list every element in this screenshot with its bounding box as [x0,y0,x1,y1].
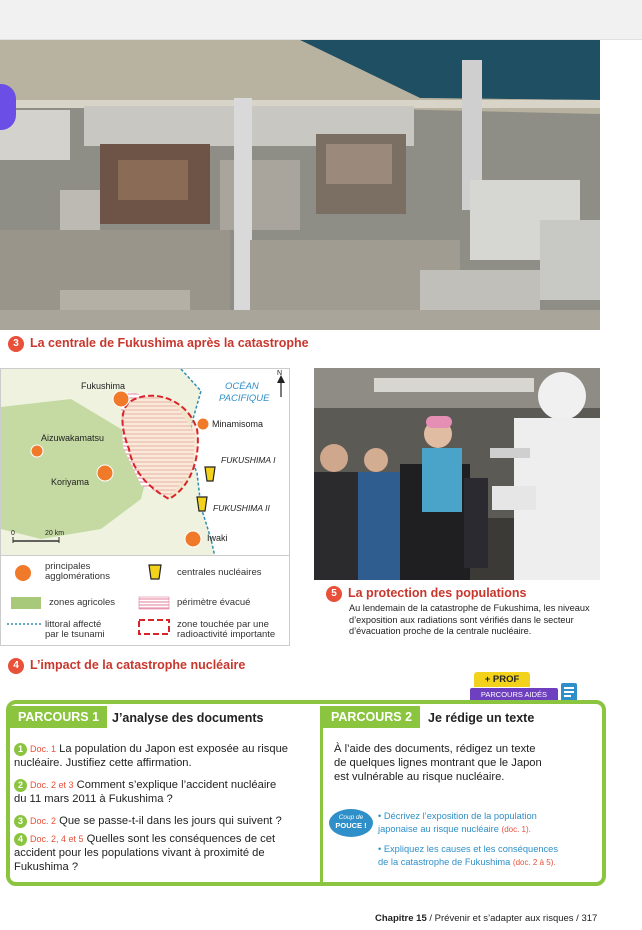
question-4-doc: Doc. 2, 4 et 5 [30,834,84,844]
parcours2-title: Je rédige un texte [424,707,542,729]
legend-evacuated-label: périmètre évacué [177,597,251,608]
question-4-number: 4 [14,833,27,846]
parcours2-line3: est vulnérable au risque nucléaire. [334,771,505,783]
prof-badge[interactable]: + PROF [474,672,530,687]
page-footer [375,913,597,924]
coup-de-pouce-line2: POUCE ! [335,821,367,830]
coup-de-pouce-badge [328,808,374,838]
doc3-caption-title: La centrale de Fukushima après la catastrophe [30,336,309,350]
tip-1-line1: • Décrivez l’exposition de la population [378,811,537,821]
map-label-fukushima: Fukushima [81,381,126,391]
impact-map [0,368,290,556]
parcours2-line1: À l’aide des documents, rédigez un texte [334,743,536,755]
question-4-text: Quelles sont les conséquences de cet [83,833,276,845]
legend-agglomerations-line1: principales [45,561,91,572]
doc3-number: 3 [8,336,24,352]
legend-radioactivity-line1: zone touchée par une [177,619,269,630]
question-2 [14,778,318,806]
legend-agricultural-symbol [11,597,41,609]
population-protection-photo [314,368,600,580]
question-4-line2: accident pour les populations vivant à proximité de [14,847,265,859]
map-label-koriyama: Koriyama [51,477,90,487]
parcours2-line2: de quelques lignes montrant que le Japon [334,757,542,769]
question-2-number: 2 [14,779,27,792]
map-label-aizuwakamatsu: Aizuwakamatsu [41,433,105,443]
legend-agglomerations-line2: agglomérations [45,571,110,582]
parcours1-tab: PARCOURS 1 [10,706,107,728]
footer-chapter: Chapitre 15 [375,913,427,924]
question-3-doc: Doc. 2 [30,816,57,826]
question-1-line2: nucléaire. Justifiez cette affirmation. [14,757,192,769]
legend-radioactivity-line2: radioactivité importante [177,629,276,640]
footer-rest: / Prévenir et s’adapter aux risques / 317 [426,913,598,924]
doc3-caption [8,334,309,352]
map-ocean-line2: PACIFIQUE [219,393,270,404]
map-label-iwaki: Iwaki [207,533,228,543]
map-label-fukushima-1: FUKUSHIMA I [221,455,276,465]
legend-agglomerations-label [45,562,110,582]
legend-radioactivity-label [177,620,275,640]
legend-plants-label: centrales nucléaires [177,567,262,578]
tip-1 [378,810,602,836]
question-2-line2: du 11 mars 2011 à Fukushima ? [14,793,173,805]
map-label-minamisoma: Minamisoma [212,419,264,429]
question-3 [14,814,318,828]
question-3-text: Que se passe-t-il dans les jours qui suivent ? [56,815,282,827]
tip-2-line2: de la catastrophe de Fukushima [378,856,511,867]
doc4-number: 4 [8,658,24,674]
tip-2-line1: • Expliquez les causes et les conséquences [378,844,559,854]
doc4-caption [8,656,245,674]
doc4-caption-title: L’impact de la catastrophe nucléaire [30,658,246,672]
parcours2-tab: PARCOURS 2 [323,706,420,728]
question-2-doc: Doc. 2 et 3 [30,780,74,790]
doc5-caption [326,584,526,602]
question-3-number: 3 [14,815,27,828]
legend-evacuated-symbol [139,597,169,609]
parcours1-title: J’analyse des documents [108,707,271,729]
map-ocean-line1: OCÉAN [225,381,259,392]
tip-2-ref: (doc. 2 à 5). [512,857,556,867]
legend-plant-symbol [149,565,161,579]
question-1-doc: Doc. 1 [30,744,57,754]
doc5-caption-title: La protection des populations [348,586,527,600]
legend-agricultural-label: zones agricoles [49,597,116,608]
doc5-description: Au lendemain de la catastrophe de Fukushima, les niveaux d’exposition aux radiations sont vérifiés dans le secteur d’évacuation proche de la centrale nucléaire. [349,603,590,636]
scale-zero: 0 [11,530,15,537]
legend-tsunami-line1: littoral affecté [45,619,102,630]
question-1-number: 1 [14,743,27,756]
legend-tsunami-line2: par le tsunami [45,629,105,640]
legend-tsunami-label [45,620,105,640]
parcours-aides-badge[interactable]: PARCOURS AIDÉS [470,688,558,702]
legend-agglomeration-symbol [15,565,31,581]
tip-1-line2: japonaise au risque nucléaire [378,823,499,834]
page-side-tab [0,84,16,130]
question-4-line3: Fukushima ? [14,861,79,873]
doc5-number: 5 [326,586,342,602]
map-legend [0,556,290,646]
north-arrow-label: N [277,370,283,377]
map-label-fukushima-2: FUKUSHIMA II [213,503,270,513]
question-4 [14,832,318,874]
tip-1-ref: (doc. 1). [501,824,531,834]
coup-de-pouce-line1: Coup de [338,814,364,821]
scale-label: 20 km [45,530,65,537]
top-bar [0,0,642,40]
fukushima-plant-photo [0,40,600,330]
tip-2 [378,843,602,869]
legend-radioactivity-symbol [139,620,169,634]
question-1-text: La population du Japon est exposée au risque [56,743,289,755]
question-2-text: Comment s’explique l’accident nucléaire [73,779,277,791]
parcours-divider [320,706,323,886]
question-1 [14,742,318,770]
parcours2-instructions [334,742,600,784]
